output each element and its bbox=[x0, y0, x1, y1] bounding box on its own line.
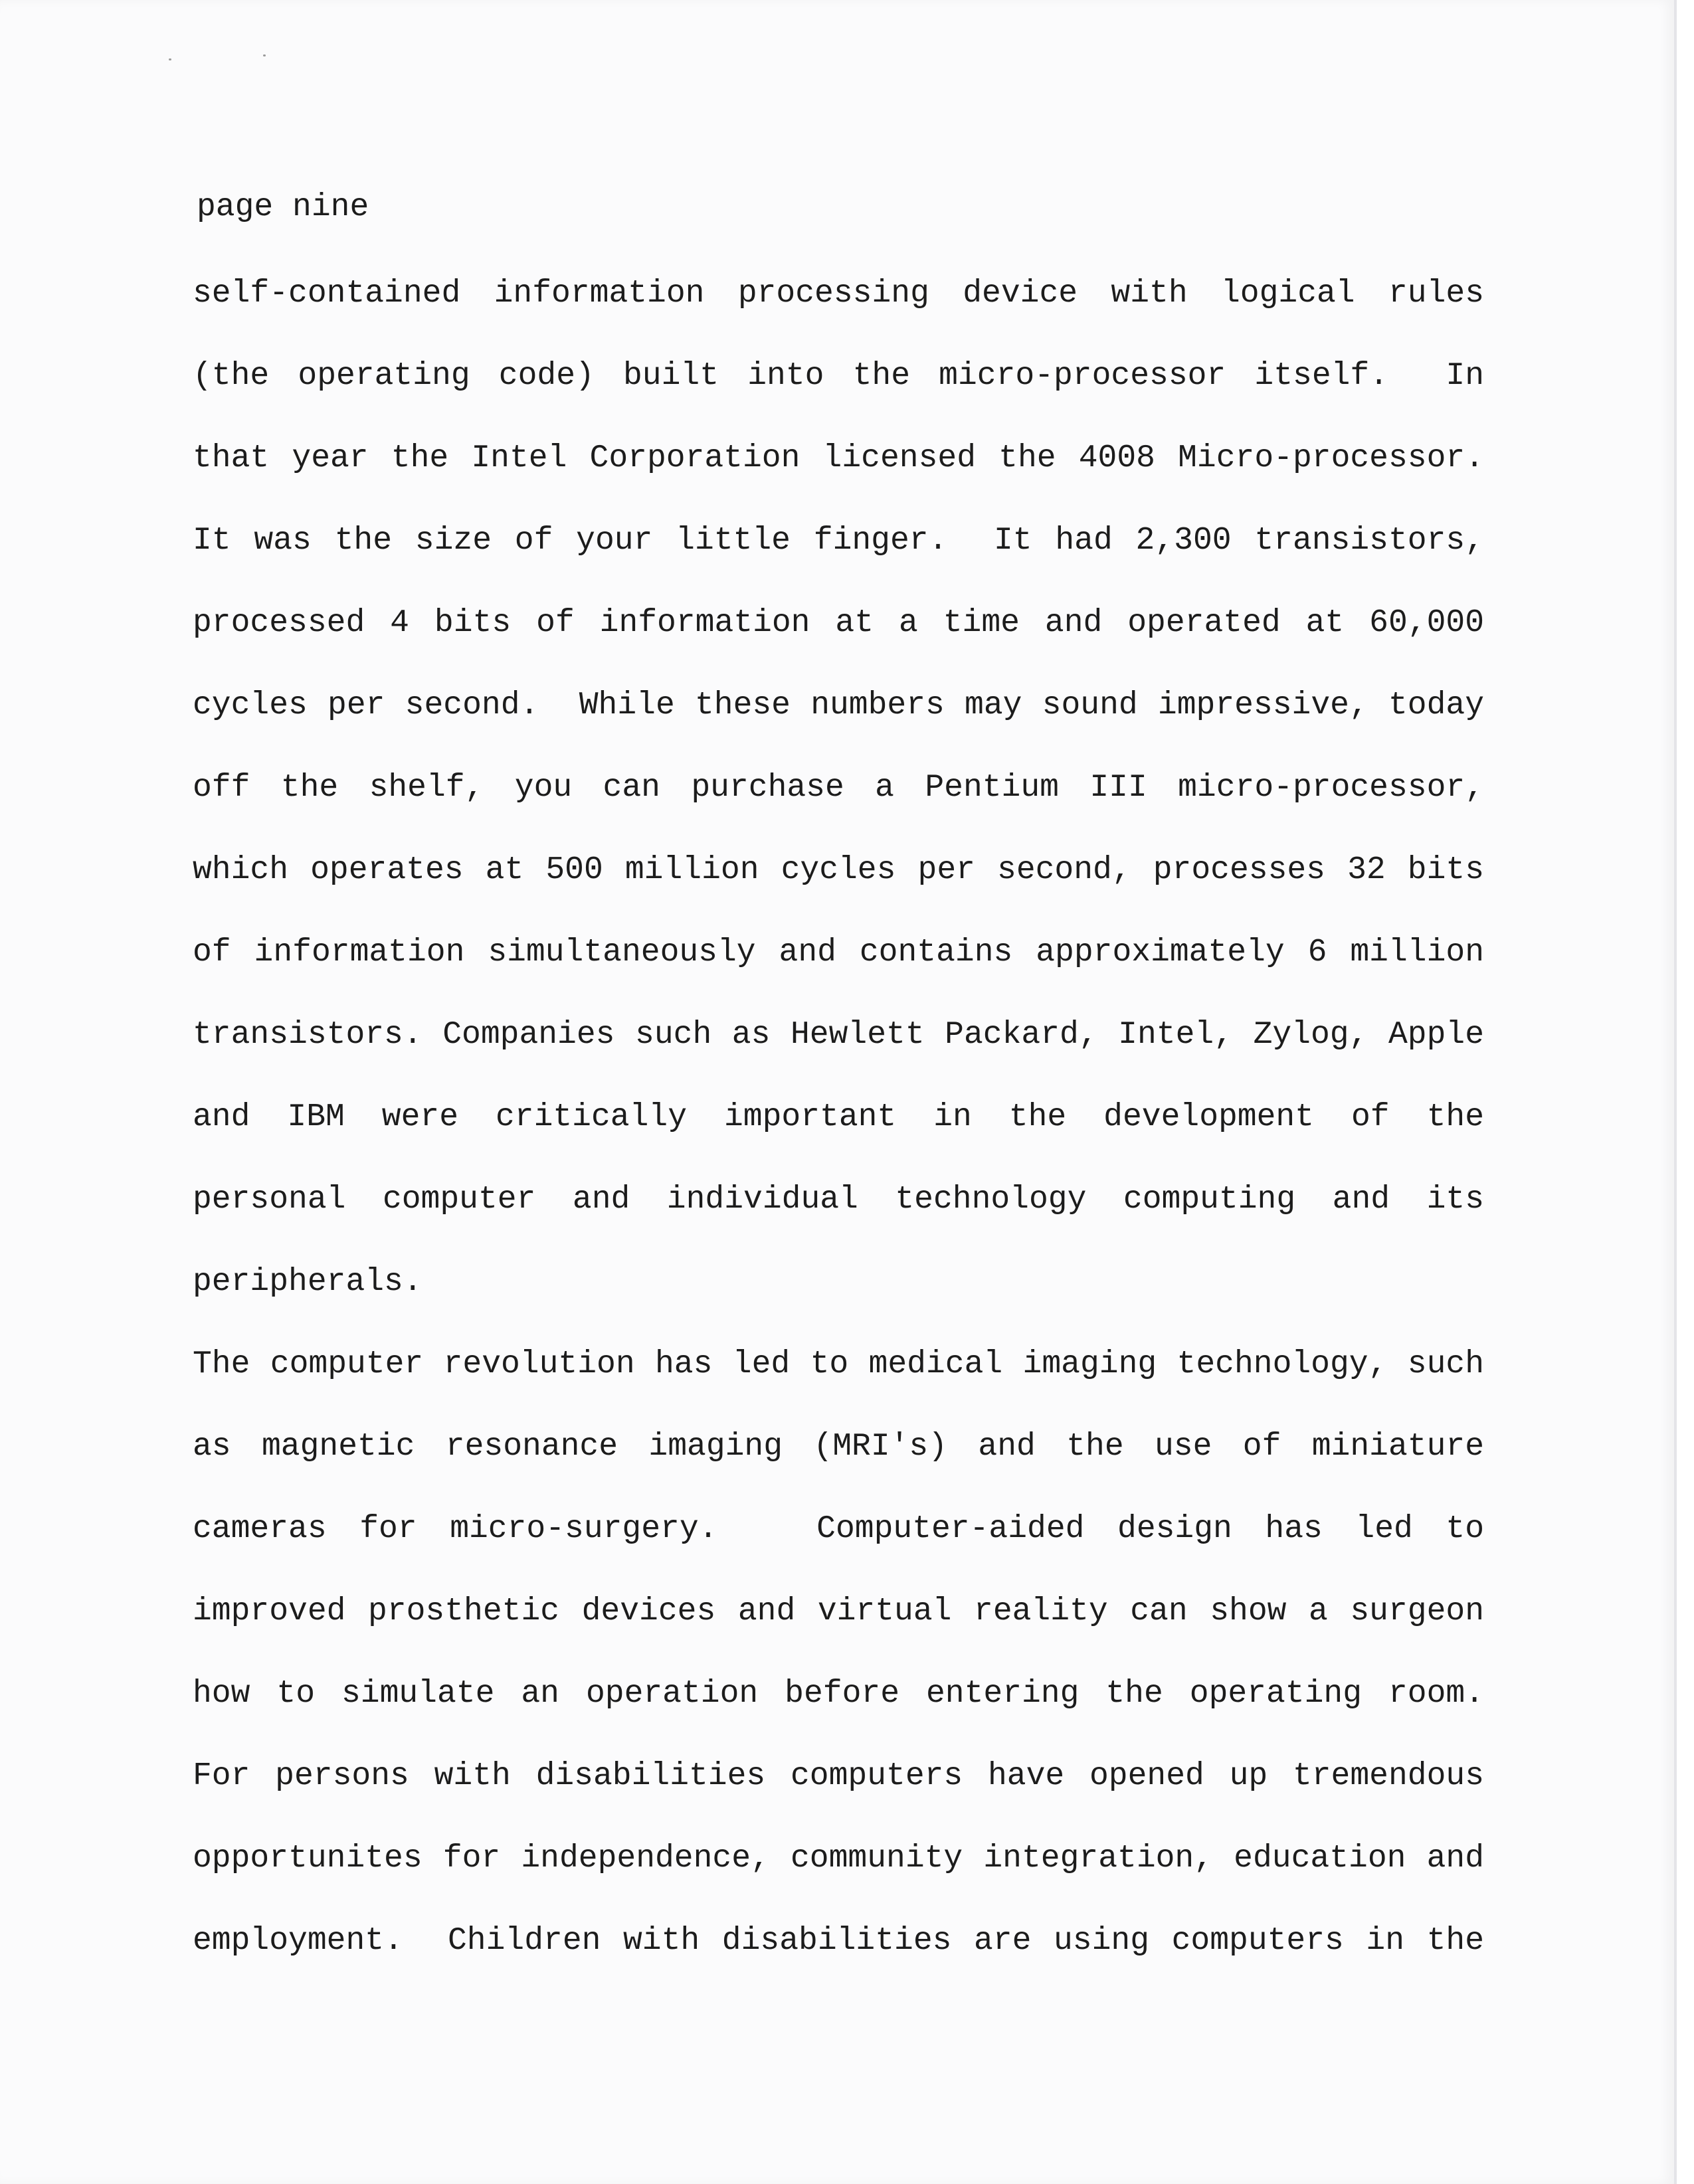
page-header: page nine bbox=[197, 189, 369, 225]
body-line-11: and IBM were critically important in the development of the bbox=[193, 1099, 1484, 1135]
body-line-8: which operates at 500 million cycles per second, processes 32 bits bbox=[193, 852, 1484, 888]
body-line-15: as magnetic resonance imaging (MRI's) and the use of miniature bbox=[193, 1429, 1484, 1465]
body-line-6: cycles per second. While these numbers may sound impressive, today bbox=[193, 687, 1484, 723]
body-line-3: that year the Intel Corporation licensed the 4008 Micro-processor. bbox=[193, 440, 1484, 476]
body-line-16: cameras for micro-surgery. Computer-aided design has led to bbox=[193, 1511, 1484, 1547]
scan-speck bbox=[169, 58, 171, 60]
body-line-12: personal computer and individual technology computing and its bbox=[193, 1182, 1484, 1218]
body-line-18: how to simulate an operation before entering the operating room. bbox=[193, 1676, 1484, 1712]
body-line-14: The computer revolution has led to medical imaging technology, such bbox=[193, 1346, 1484, 1382]
body-line-5: processed 4 bits of information at a time and operated at 60,000 bbox=[193, 605, 1484, 641]
body-line-2: (the operating code) built into the micro-processor itself. In bbox=[193, 358, 1484, 394]
body-line-4: It was the size of your little finger. It had 2,300 transistors, bbox=[193, 523, 1484, 559]
body-line-21: employment. Children with disabilities are using computers in the bbox=[193, 1923, 1484, 1959]
body-line-9: of information simultaneously and contains approximately 6 million bbox=[193, 935, 1484, 970]
body-line-1: self-contained information processing device with logical rules bbox=[193, 276, 1484, 312]
body-line-19: For persons with disabilities computers have opened up tremendous bbox=[193, 1758, 1484, 1794]
body-line-13: peripherals. bbox=[193, 1264, 423, 1300]
scan-speck bbox=[263, 54, 266, 56]
body-line-17: improved prosthetic devices and virtual reality can show a surgeon bbox=[193, 1593, 1484, 1629]
body-line-20: opportunites for independence, community integration, education and bbox=[193, 1841, 1484, 1876]
body-line-10: transistors. Companies such as Hewlett Packard, Intel, Zylog, Apple bbox=[193, 1017, 1484, 1053]
body-line-7: off the shelf, you can purchase a Pentium III micro-processor, bbox=[193, 770, 1484, 806]
